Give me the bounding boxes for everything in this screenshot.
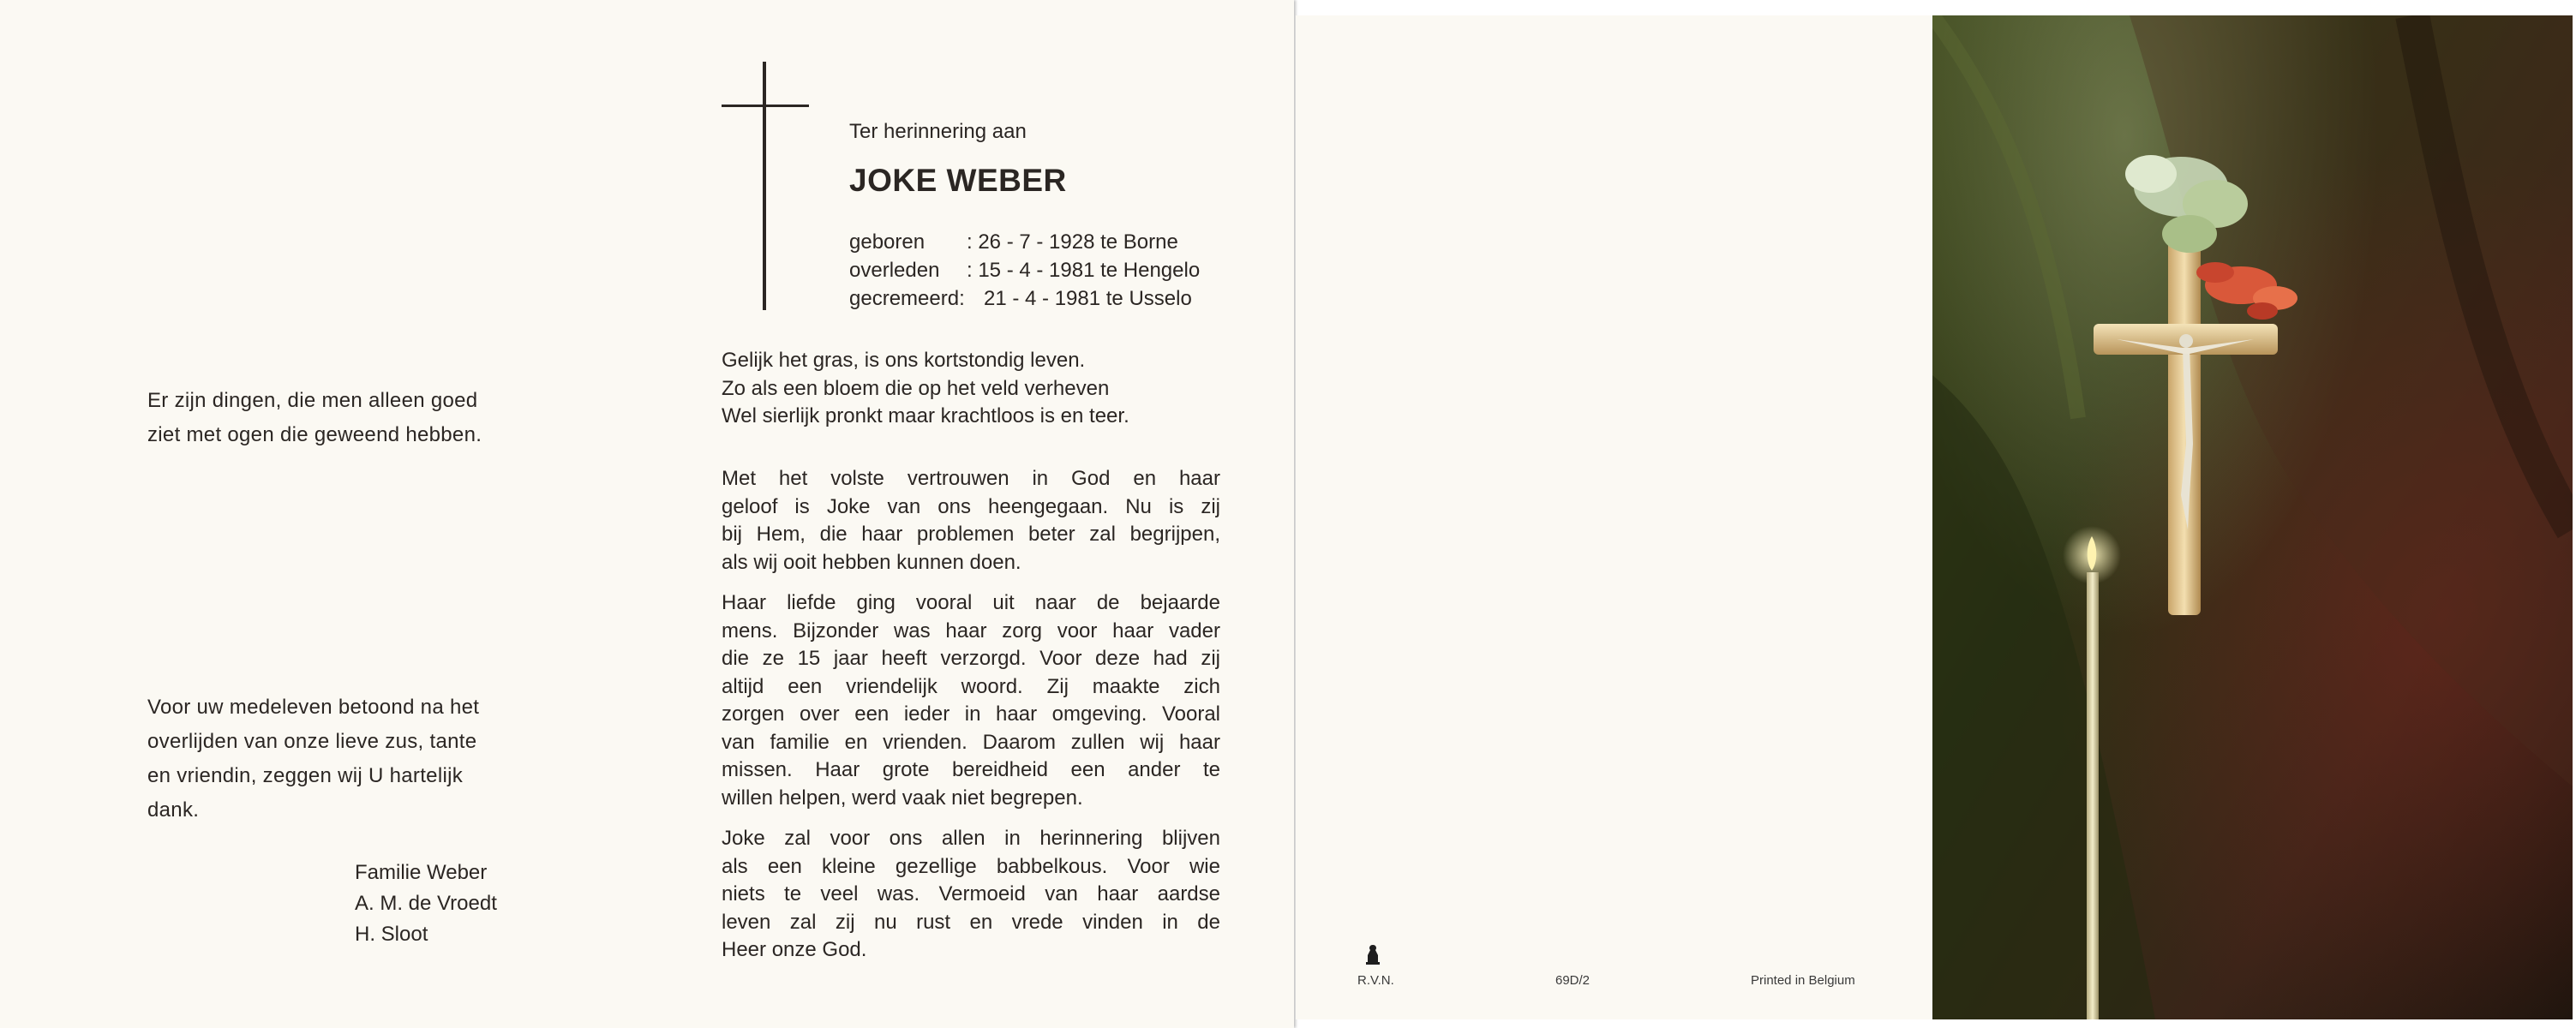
paragraph-line: Joke zal voor ons allen in herinnering blijven — [722, 827, 1220, 850]
family-line: A. M. de Vroedt — [355, 892, 497, 915]
fact-cremated — [849, 284, 1200, 313]
paragraph-line: als een kleine gezellige babbelkous. Voor wie — [722, 854, 1220, 878]
paragraph-line: missen. Haar grote bereidheid een ander te — [722, 758, 1220, 781]
photo-illustration — [1932, 15, 2573, 1019]
family-line: Familie Weber — [355, 861, 488, 884]
paragraph-line: als wij ooit hebben kunnen doen. — [722, 550, 1021, 574]
paragraph-line: zorgen over een ieder in haar omgeving. Vooral — [722, 702, 1220, 726]
life-facts — [849, 228, 1200, 313]
paragraph-line: Met het volste vertrouwen in God en haar — [722, 467, 1220, 490]
fact-value: : 26 - 7 - 1928 te Borne — [967, 230, 1178, 254]
poem-line: Wel sierlijk pronkt maar krachtloos is en teer. — [722, 404, 1129, 427]
paragraph-line: willen helpen, werd vaak niet begrepen. — [722, 786, 1083, 810]
paragraph-line: Haar liefde ging vooral uit naar de bejaarde — [722, 591, 1220, 614]
poem-line: Zo als een bloem die op het veld verheven — [722, 376, 1110, 400]
quote-line: ziet met ogen die geweend hebben. — [147, 423, 482, 446]
fact-label: geboren — [849, 230, 926, 254]
intro-text: Ter herinnering aan — [849, 120, 1027, 143]
deceased-name: JOKE WEBER — [849, 163, 1067, 198]
paragraph-faith — [722, 465, 1220, 577]
card-code: 69D/2 — [1555, 973, 1591, 988]
printed-in-label: Printed in Belgium — [1751, 973, 1855, 988]
family-signatures — [355, 858, 497, 950]
cross-icon — [763, 62, 766, 310]
thanks-line: overlijden van onze lieve zus, tante — [147, 730, 477, 753]
paragraph-line: leven zal zij nu rust en vrede vinden in de — [722, 910, 1220, 934]
paragraph-line: van familie en vrienden. Daarom zullen wij haar — [722, 730, 1220, 754]
poem-line: Gelijk het gras, is ons kortstondig leven. — [722, 349, 1086, 372]
fact-label: overleden — [849, 259, 940, 282]
paragraph-line: mens. Bijzonder was haar zorg voor haar vader — [722, 619, 1220, 642]
paragraph-care — [722, 589, 1220, 812]
fact-label: gecremeerd: — [849, 287, 965, 310]
memorial-photo — [1932, 15, 2573, 1019]
publisher-label: R.V.N. — [1357, 973, 1394, 988]
paragraph-line: bij Hem, die haar problemen beter zal begrijpen, — [722, 523, 1220, 546]
paragraph-line: die ze 15 jaar heeft verzorgd. Voor deze had zij — [722, 647, 1220, 670]
paragraph-memory — [722, 825, 1220, 965]
consolation-quote — [147, 384, 524, 452]
thanks-line: dank. — [147, 798, 200, 822]
cross-icon-bar — [722, 105, 809, 107]
paragraph-line: Heer onze God. — [722, 938, 867, 961]
paragraph-line: geloof is Joke van ons heengegaan. Nu is zij — [722, 494, 1220, 518]
fact-died — [849, 256, 1200, 284]
thanks-text — [147, 690, 524, 828]
publisher-logo-icon — [1364, 943, 1381, 965]
family-line: H. Sloot — [355, 923, 428, 946]
fact-value: 21 - 4 - 1981 te Usselo — [984, 287, 1192, 310]
paragraph-line: niets te veel was. Vermoeid van haar aardse — [722, 882, 1220, 905]
paragraph-line: altijd een vriendelijk woord. Zij maakte zich — [722, 674, 1220, 698]
fact-value: : 15 - 4 - 1981 te Hengelo — [967, 259, 1201, 282]
quote-line: Er zijn dingen, die men alleen goed — [147, 389, 478, 412]
poem — [722, 347, 1220, 431]
thanks-line: en vriendin, zeggen wij U hartelijk — [147, 764, 464, 787]
thanks-line: Voor uw medeleven betoond na het — [147, 696, 480, 719]
fact-born — [849, 228, 1200, 256]
